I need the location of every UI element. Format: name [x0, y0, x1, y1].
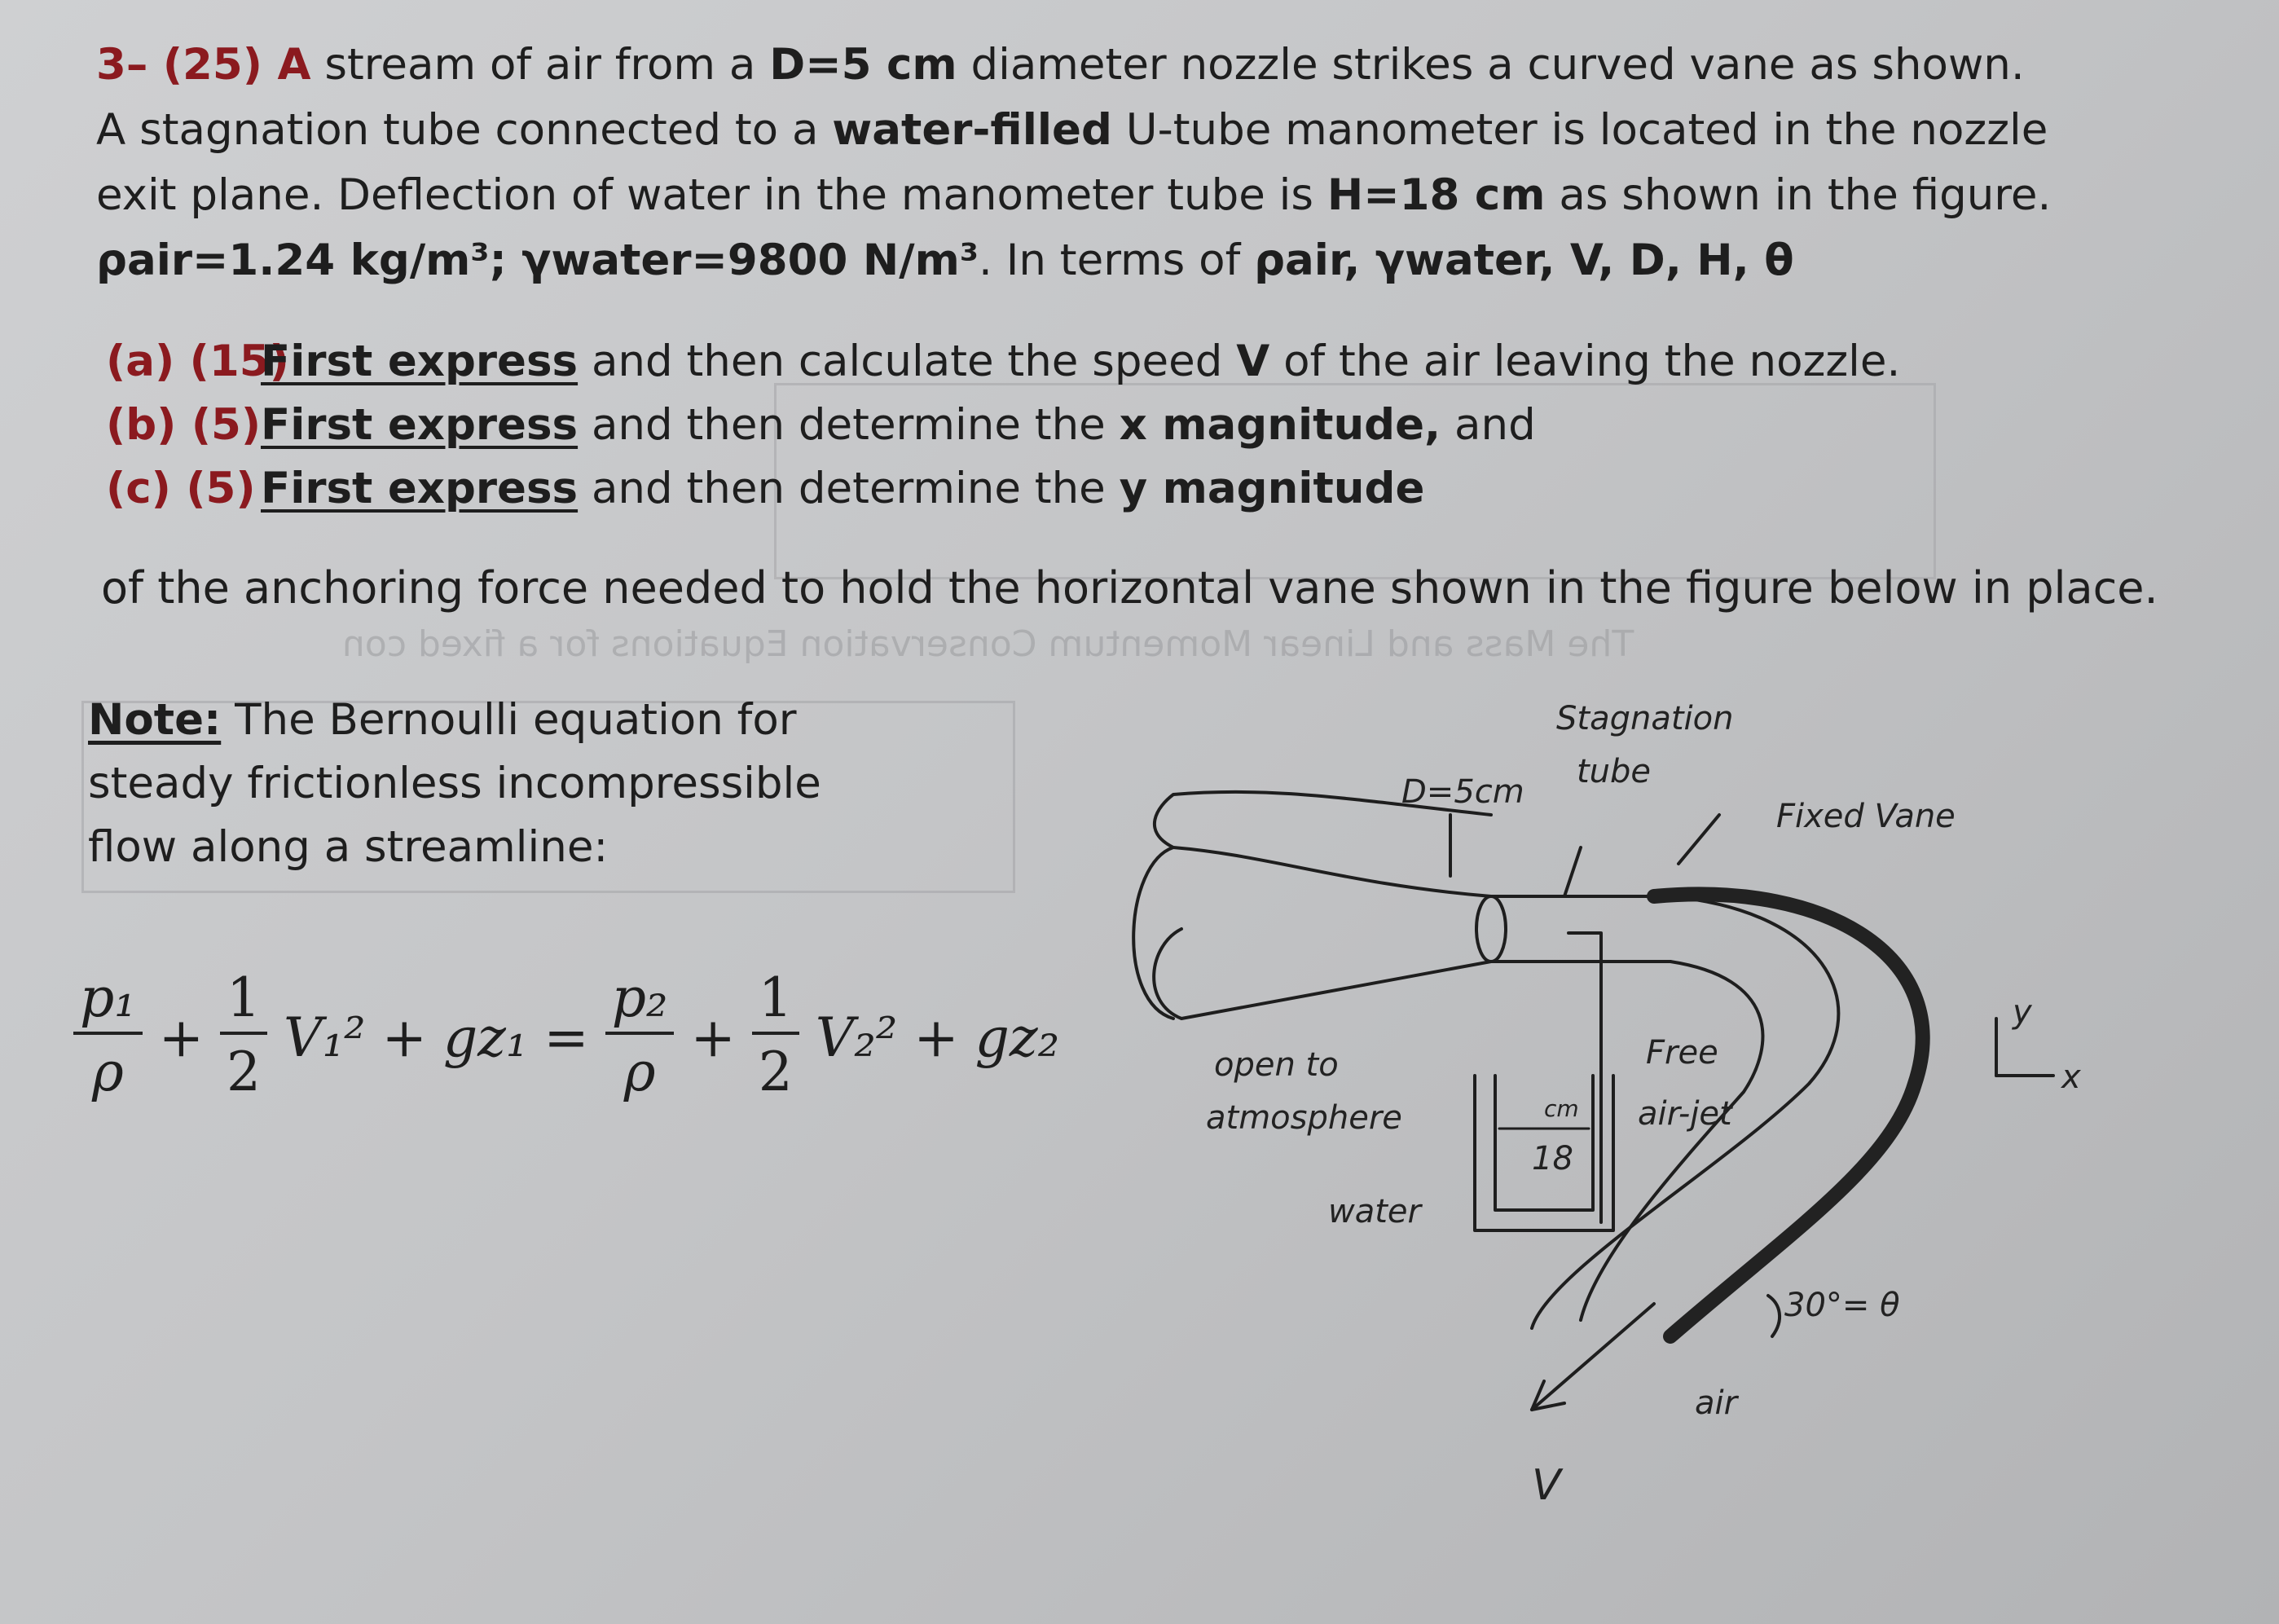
- cm-label: cm: [1544, 1095, 1579, 1122]
- plus-1: +: [158, 1006, 205, 1069]
- airjet-label: air-jet: [1638, 1095, 1732, 1133]
- gz2-term: gz₂: [975, 1006, 1060, 1069]
- nozzle-inlet: [1154, 929, 1491, 1019]
- nozzle-exit: [1476, 896, 1506, 962]
- plus-2: +: [381, 1006, 427, 1069]
- one-2: 1: [752, 970, 799, 1035]
- rho-2: ρ: [623, 1041, 656, 1103]
- part-b-text: and then determine the: [578, 400, 1120, 450]
- problem-a: A: [262, 40, 311, 90]
- v-label: V: [1532, 1461, 1561, 1510]
- problem-text-3: U-tube manometer is located in the nozzle exit plane. Deflection of water in the manometer tube is: [96, 105, 2048, 220]
- plus-4: +: [913, 1006, 959, 1069]
- part-c-bold: y magnitude: [1119, 464, 1425, 513]
- water-filled-text: water-filled: [832, 105, 1112, 155]
- plus-3: +: [690, 1006, 736, 1069]
- nozzle-outline: [1133, 847, 1173, 1019]
- angle-arc: [1768, 1296, 1780, 1336]
- note-text-1: The Bernoulli equation for: [221, 695, 797, 745]
- note-title: Note:: [88, 695, 222, 745]
- p1-term: p₁: [73, 970, 143, 1035]
- part-c-text: and then determine the: [578, 464, 1120, 513]
- part-b-label: (b) (5): [106, 400, 262, 450]
- v2-term: V₂²: [815, 1006, 898, 1069]
- v1-term: V₁²: [284, 1006, 366, 1069]
- open-label: open to: [1214, 1046, 1339, 1084]
- stag-pointer: [1564, 847, 1581, 896]
- tube-label: tube: [1577, 753, 1652, 790]
- two-2: 2: [758, 1041, 793, 1103]
- free-jet-lower: [1581, 962, 1762, 1320]
- gamma-water-value: γwater=9800 N/m³: [506, 235, 979, 285]
- air-label: air: [1695, 1384, 1738, 1422]
- problem-text-1: stream of air from a: [310, 40, 770, 90]
- part-b-bold: x magnitude,: [1119, 400, 1441, 450]
- note-line-3: flow along a streamline:: [88, 822, 609, 872]
- part-a-text: and then calculate the speed: [578, 337, 1237, 386]
- mirrored-bleed-text: The Mass and Linear Momentum Conservation Equations for a fixed con: [342, 623, 1634, 665]
- equals-sign: =: [543, 1006, 589, 1069]
- gz1-term: gz₁: [442, 1006, 528, 1069]
- part-b-tail: and: [1441, 400, 1536, 450]
- problem-text-5: . In terms of: [979, 235, 1255, 285]
- problem-number: 3– (25): [96, 40, 263, 90]
- exit-arrow: [1532, 1304, 1654, 1410]
- y-axis-label: y: [2013, 993, 2032, 1031]
- rho-1: ρ: [91, 1041, 124, 1103]
- deflection-value: H=18 cm: [1326, 170, 1546, 220]
- one-1: 1: [220, 970, 267, 1035]
- theta-label: 30°= θ: [1784, 1287, 1900, 1324]
- p2-term: p₂: [605, 970, 675, 1035]
- anchoring-sentence: of the anchoring force needed to hold the horizontal vane shown in the figure below in place.: [101, 562, 2158, 614]
- note-line-2: steady frictionless incompressible: [88, 759, 821, 808]
- h-label: 18: [1532, 1140, 1573, 1177]
- atmosphere-label: atmosphere: [1206, 1099, 1402, 1137]
- part-a-emph: First express: [261, 337, 579, 386]
- part-b-emph: First express: [261, 400, 579, 450]
- stagnation-label: Stagnation: [1556, 700, 1734, 737]
- fixed-vane-label: Fixed Vane: [1776, 798, 1956, 835]
- rho-air-value: ρair=1.24 kg/m³;: [96, 235, 507, 285]
- diameter-value: D=5 cm: [769, 40, 957, 90]
- part-c-label: (c) (5): [106, 464, 256, 513]
- free-label: Free: [1646, 1034, 1718, 1072]
- part-a-tail: of the air leaving the nozzle.: [1269, 337, 1901, 386]
- vane-pointer: [1678, 815, 1719, 864]
- problem-text-2: diameter nozzle strikes a curved vane as shown. A stagnation tube connected to a: [96, 40, 2025, 155]
- part-c-emph: First express: [261, 464, 579, 513]
- part-a-label: (a) (15): [106, 337, 289, 386]
- stagnation-probe: [1568, 933, 1601, 1222]
- problem-text-4: as shown in the figure.: [1545, 170, 2052, 220]
- part-a-bold: V: [1236, 337, 1270, 386]
- d-label: D=5cm: [1401, 773, 1524, 811]
- x-axis-label: x: [2061, 1058, 2081, 1096]
- terms-list: ρair, γwater, V, D, H, θ: [1254, 235, 1794, 285]
- two-1: 2: [227, 1041, 262, 1103]
- water-label: water: [1328, 1193, 1421, 1230]
